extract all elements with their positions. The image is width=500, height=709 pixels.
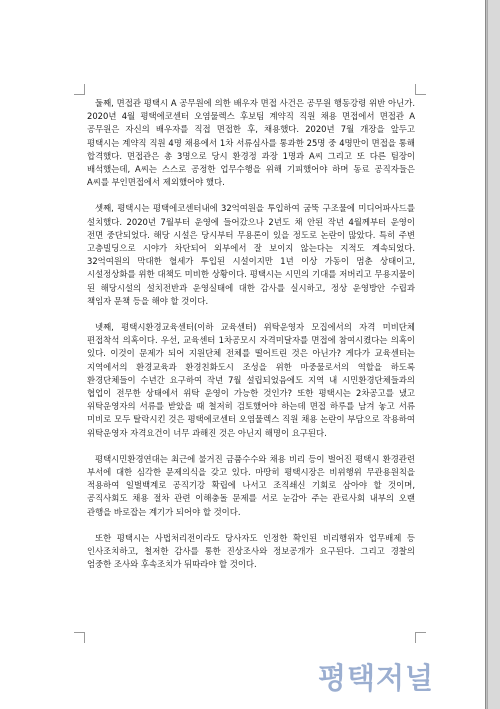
crop-mark-top-left <box>74 84 85 95</box>
paragraph-third-point: 셋째, 평택시는 평택에코센터내에 32억여원을 투입하여 굼뚝 구조물에 미디어파사드를 설치했다. 2020년 7월부터 운영에 들어갔으나 2년도 채 안된 작년 4월께부터 운영이 전면 중단되었다. 해당 시설은 당시부터 무용론이 있을 정도로 논란이 많았다. 특히 주변 고층빌딩으로 시야가 차단되어 외부에서 잘 보이지 않는다는 지적도 계속되었다. 32억여원의 막대한 혈세가 투입된 시설이지만 1년 이상 가동이 멈춘 상태이고, 시설정상화를 위한 대책도 미비한 상황이다. 평택시는 시민의 기대를 저버리고 무용지물이 된 해당시설의 설치전반과 운영실태에 대한 감사를 실시하고, 정상 운영방안 수립과 책임자 문책 등을 해야 할 것이다. <box>87 203 415 306</box>
vertical-scrollbar[interactable] <box>487 0 500 709</box>
crop-mark-bottom-left <box>74 632 85 643</box>
paragraph-fourth-point: 넷째, 평택시환경교육센터(이하 교육센터) 위탁운영자 모집에서의 자격 미비단체 편접착석 의혹이다. 우선, 교육센터 1차공모시 자격미달자를 면접에 참여시켰다는 의혹이 있다. 이것이 문제가 되어 지원단체 전체를 떨어트린 것은 아닌가? 게다가 교육센터는 지역에서의 환경교육과 환경친화도시 조성을 위한 마중물로서의 역할을 하도록 환경단체들이 수년간 요구하여 작년 7월 설립되었음에도 지역 내 시민환경단체들과의 협업이 전무한 상태에서 위탁 운영이 가능한 것인가? 또한 평택시는 2차공고를 냈고 위탁운영자의 서류를 받았을 때 철저히 검토했어야 하는데 면접 하루를 남겨 놓고 서류 미비로 모두 탈락시킨 것은 평택에코센터 오염물렉스 직원 채용 논란이 부담으로 작용하여 위탁운영자 자격요건이 너무 과해진 것은 아닌지 해명이 요구된다. <box>87 322 415 438</box>
document-body <box>87 97 415 585</box>
paragraph-civic-group-statement: 평택시민환경연대는 최근에 불거진 금품수수와 채용 비리 등이 벌어진 평택시 환경관련 부서에 대한 심각한 문제의식을 갖고 있다. 마땅히 평택시장은 비위행위 무관용원칙을 적용하여 일벌백계로 공직기강 확립에 나서고 조직쇄신 기회로 삼아야 할 것이며, 공직사회도 채용 절차 관련 이해충돌 문제를 서로 눈감아 주는 관료사회 내부의 오랜 관행을 바로잡는 계기가 되어야 할 것이다. <box>87 453 415 517</box>
paragraph-closing-demand: 또한 평택시는 사법처리전이라도 당사자도 인정한 확인된 비리행위자 업무배제 등 인사조치하고, 철저한 감사를 통한 진상조사와 정보공개가 요구된다. 그리고 경찰의 엄중한 조사와 후속조치가 뒤따라야 할 것이다. <box>87 532 415 570</box>
crop-mark-top-right <box>415 84 426 95</box>
paragraph-second-point: 둘째, 면접관 평택시 A 공무원에 의한 배우자 면접 사건은 공무원 행동강령 위반 아닌가. 2020년 4월 평택에코센터 오염물렉스 후보팀 계약직 직원 채용 면접에서 면접관 A 공무원은 자신의 배우자를 직접 면접한 후, 채용했다. 2020년 7월 개장을 앞두고 평택시는 계약직 직원 4명 채용에서 1차 서류심사를 통과한 25명 중 4명만이 면접을 통해 합격했다. 면접관은 총 3명으로 당시 환경정 과장 1명과 A씨 그리고 또 다른 팀장이 배석했는데, A씨는 스스로 공정한 업무수행을 위해 기피했어야 하며 동료 공직자들은 A씨를 부인면접에서 제외했어야 했다. <box>87 98 415 188</box>
crop-mark-bottom-right <box>415 632 426 643</box>
publisher-watermark: 평택저널 <box>318 661 435 695</box>
